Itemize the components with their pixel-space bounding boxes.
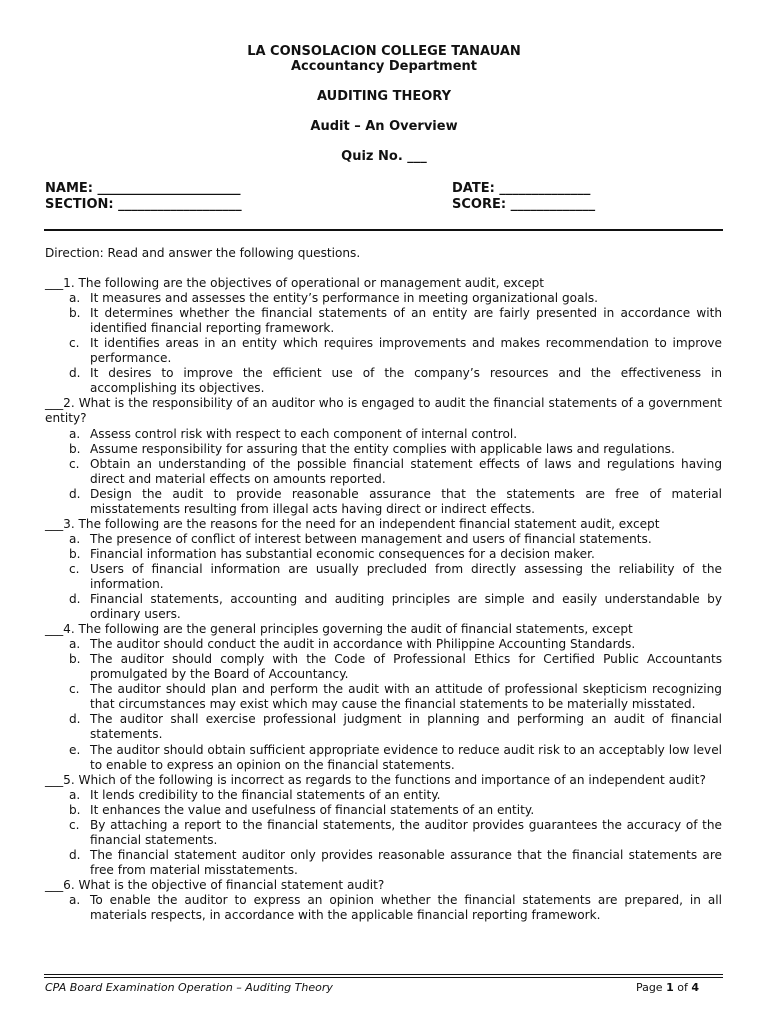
header-divider — [44, 229, 723, 231]
option-letter: d. — [69, 592, 81, 607]
option-letter: e. — [69, 742, 81, 757]
answer-option — [45, 487, 722, 517]
option-list — [45, 427, 722, 517]
answer-option — [45, 592, 722, 622]
option-text: Obtain an understanding of the possible financial statement effects of laws and regulations having direct and material effects on amounts reported. — [90, 456, 722, 486]
answer-option — [45, 818, 722, 848]
option-text: Users of financial information are usually precluded from directly assessing the reliability of the information. — [90, 561, 722, 591]
option-text: The auditor should conduct the audit in accordance with Philippine Accounting Standards. — [90, 637, 636, 652]
answer-option — [45, 366, 722, 396]
answer-option — [45, 336, 722, 366]
name-field: NAME: ______________________ — [45, 181, 241, 196]
of-word: of — [677, 981, 688, 994]
question-item — [45, 396, 722, 516]
document-header — [0, 44, 768, 164]
answer-option — [45, 893, 722, 923]
option-text: The auditor should plan and perform the audit with an attitude of professional skepticism recognizing that circumstances may exist which may cause the financial statements to be materially misstated. — [90, 682, 722, 712]
answer-option — [45, 652, 722, 682]
option-text: The financial statement auditor only provides reasonable assurance that the financial statements are free from material misstatements. — [90, 847, 722, 877]
option-text: The auditor shall exercise professional judgment in planning and performing an audit of financial statements. — [90, 712, 722, 742]
option-letter: b. — [69, 802, 81, 817]
option-text: The presence of conflict of interest between management and users of financial statements. — [90, 531, 652, 546]
option-letter: a. — [69, 787, 81, 802]
option-list — [45, 532, 722, 622]
footer-title: CPA Board Examination Operation – Auditing Theory — [45, 981, 333, 994]
option-letter: c. — [69, 456, 80, 471]
answer-option — [45, 291, 722, 306]
direction-text: Direction: Read and answer the following questions. — [45, 246, 361, 260]
question-stem: ___3. The following are the reasons for the need for an independent financial statement audit, except — [45, 516, 660, 531]
option-letter: b. — [69, 652, 81, 667]
option-text: It determines whether the financial statements of an entity are fairly presented in accordance with identified financial reporting framework. — [90, 306, 722, 336]
score-field: SCORE: _____________ — [452, 197, 596, 212]
page-indicator — [636, 981, 699, 994]
option-text: By attaching a report to the financial statements, the auditor provides guarantees the accuracy of the financial statements. — [90, 817, 722, 847]
topic-title: Audit – An Overview — [310, 119, 458, 134]
question-item — [45, 878, 722, 923]
quiz-content — [45, 246, 722, 923]
answer-option — [45, 427, 722, 442]
option-text: It desires to improve the efficient use of the company’s resources and the effectiveness in accomplishing its objectives. — [90, 366, 722, 396]
option-text: Financial statements, accounting and auditing principles are simple and easily understandable by ordinary users. — [90, 592, 722, 622]
option-letter: a. — [69, 426, 81, 441]
option-list — [45, 637, 722, 772]
question-item — [45, 276, 722, 396]
page-total: 4 — [691, 981, 699, 994]
answer-option — [45, 848, 722, 878]
answer-option — [45, 457, 722, 487]
option-letter: b. — [69, 306, 81, 321]
option-text: Financial information has substantial economic consequences for a decision maker. — [90, 546, 595, 561]
footer-divider — [44, 974, 723, 978]
question-item — [45, 773, 722, 878]
option-text: Design the audit to provide reasonable assurance that the statements are free of material misstatements resulting from illegal acts having direct or indirect effects. — [90, 486, 722, 516]
option-letter: b. — [69, 441, 81, 456]
question-stem: ___2. What is the responsibility of an auditor who is engaged to audit the financial statements of a government entity? — [45, 396, 722, 426]
question-item — [45, 622, 722, 772]
option-letter: d. — [69, 712, 81, 727]
option-list — [45, 291, 722, 396]
option-letter: c. — [69, 682, 80, 697]
option-text: The auditor should comply with the Code of Professional Ethics for Certified Public Accountants promulgated by the Board of Accountancy. — [90, 652, 722, 682]
answer-option — [45, 562, 722, 592]
question-item — [45, 517, 722, 622]
question-stem: ___1. The following are the objectives of operational or management audit, except — [45, 276, 545, 291]
question-stem: ___4. The following are the general principles governing the audit of financial statements, except — [45, 622, 633, 637]
option-letter: a. — [69, 637, 81, 652]
option-letter: d. — [69, 847, 81, 862]
option-text: It identifies areas in an entity which requires improvements and makes recommendation to improve performance. — [90, 336, 722, 366]
answer-option — [45, 306, 722, 336]
department-name: Accountancy Department — [290, 59, 477, 74]
option-text: To enable the auditor to express an opinion whether the financial statements are prepared, in all materials respects, in accordance with the applicable financial reporting framework. — [90, 892, 722, 923]
option-text: Assess control risk with respect to each component of internal control. — [90, 426, 518, 441]
school-name: LA CONSOLACION COLLEGE TANAUAN — [247, 44, 521, 59]
answer-option — [45, 682, 722, 712]
option-text: It measures and assesses the entity’s performance in meeting organizational goals. — [90, 291, 598, 306]
quiz-number: Quiz No. ___ — [341, 149, 427, 164]
question-list — [45, 276, 722, 923]
option-text: It enhances the value and usefulness of financial statements of an entity. — [90, 802, 535, 817]
answer-option — [45, 712, 722, 742]
option-letter: a. — [69, 531, 81, 546]
option-letter: b. — [69, 546, 81, 561]
question-stem: ___6. What is the objective of financial statement audit? — [45, 877, 385, 892]
option-list — [45, 893, 722, 923]
page-number: 1 — [666, 981, 674, 994]
option-text: The auditor should obtain sufficient appropriate evidence to reduce audit risk to an acceptably low level to enable to express an opinion on the financial statements. — [90, 742, 722, 772]
option-letter: d. — [69, 486, 81, 501]
section-field: SECTION: ___________________ — [45, 197, 242, 212]
subject-title: AUDITING THEORY — [316, 89, 452, 104]
answer-option — [45, 442, 722, 457]
page-word: Page — [635, 981, 663, 994]
answer-option — [45, 788, 722, 803]
option-letter: c. — [69, 817, 80, 832]
question-stem: ___5. Which of the following is incorrect as regards to the functions and importance of an independent audit? — [45, 772, 706, 787]
option-text: Assume responsibility for assuring that the entity complies with applicable laws and regulations. — [90, 441, 675, 456]
answer-option — [45, 532, 722, 547]
answer-option — [45, 743, 722, 773]
date-field: DATE: ______________ — [452, 181, 591, 196]
answer-option — [45, 637, 722, 652]
option-letter: c. — [69, 561, 80, 576]
option-text: It lends credibility to the financial statements of an entity. — [90, 787, 441, 802]
option-letter: a. — [69, 291, 81, 306]
option-letter: a. — [69, 892, 81, 907]
option-letter: c. — [69, 336, 80, 351]
option-list — [45, 788, 722, 878]
option-letter: d. — [69, 366, 81, 381]
answer-option — [45, 803, 722, 818]
page-footer — [44, 974, 723, 996]
answer-option — [45, 547, 722, 562]
